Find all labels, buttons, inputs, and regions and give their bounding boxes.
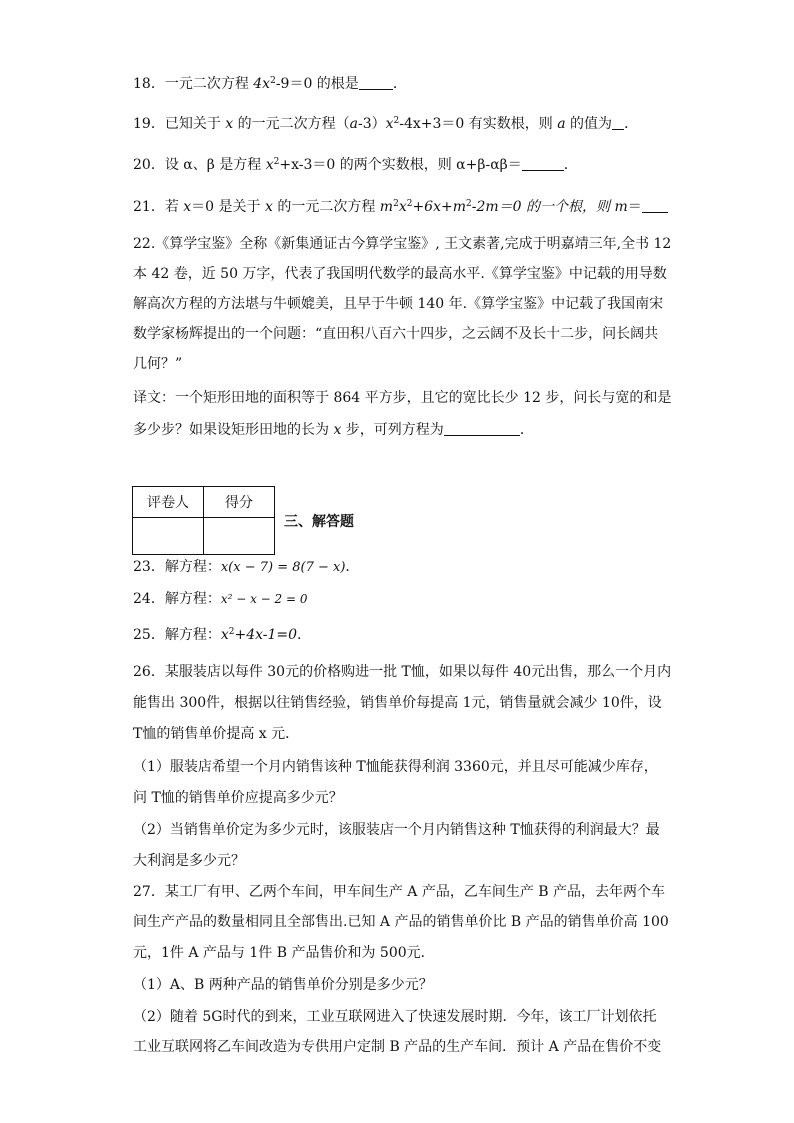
answer-blank[interactable] — [642, 198, 668, 213]
question-24: 24．解方程：x² − x − 2 = 0 — [133, 591, 308, 607]
question-23: 23．解方程：x(x − 7) = 8(7 − x)． — [133, 559, 360, 575]
answer-blank[interactable] — [612, 115, 624, 130]
question-18: 18．一元二次方程 $4x^2-9=0$ 的根是 ． — [133, 76, 407, 92]
score-cell[interactable] — [204, 518, 275, 555]
answer-blank[interactable] — [359, 75, 393, 90]
question-19: 19．已知关于 x 的一元二次方程$(a-3)x^2-4x+3=0$ 有实数根，则 a 的值为 ． — [133, 116, 639, 132]
question-25: 25．解方程：$x^2+4x-1=0$. — [133, 627, 302, 643]
grader-header: 评卷人 — [133, 487, 204, 518]
score-header: 得分 — [204, 487, 275, 518]
answer-blank[interactable] — [522, 156, 564, 171]
section-title: 三、解答题 — [284, 514, 354, 530]
grader-cell[interactable] — [133, 518, 204, 555]
question-21: 21．若 x＝0 是关于 x 的一元二次方程 $m^2x^2+6x+m^2-2m=0$ 的一个根，则 m＝ — [133, 197, 668, 217]
score-table — [132, 486, 275, 555]
answer-blank[interactable] — [444, 421, 520, 436]
question-20: 20．设 α、β 是方程 $x^2+x-3=0$ 的两个实数根，则 α+β-αβ＝ ． — [133, 157, 578, 173]
